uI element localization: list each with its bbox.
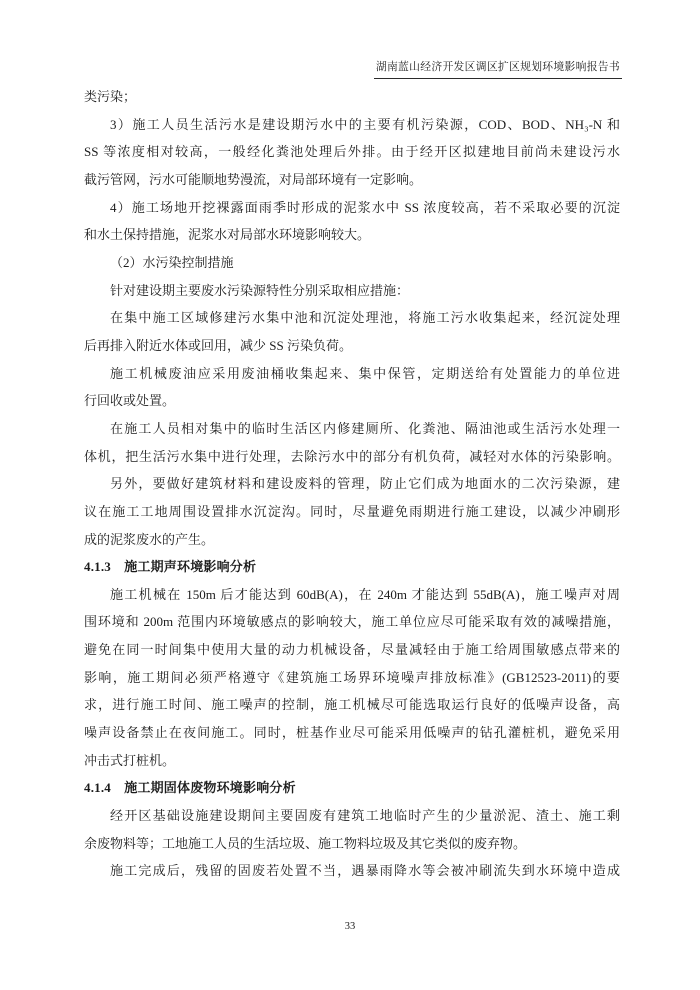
body-line: 冲击式打桩机。 xyxy=(84,752,176,768)
body-line: 和水土保持措施，泥浆水对局部水环境影响较大。 xyxy=(84,227,371,243)
body-line: 截污管网，污水可能顺地势漫流，对局部环境有一定影响。 xyxy=(84,171,423,187)
body-line: 噪声设备禁止在夜间施工。同时，桩基作业尽可能采用低噪声的钻孔灌桩机，避免采用 xyxy=(84,725,620,741)
body-line: 影响，施工期间必须严格遵守《建筑施工场界环境噪声排放标准》(GB12523-2011)的要 xyxy=(84,669,620,685)
document-body xyxy=(84,83,620,885)
page-header xyxy=(0,57,622,79)
body-line: 在施工人员相对集中的临时生活区内修建厕所、化粪池、隔油池或生活污水处理一 xyxy=(110,420,620,436)
body-line: 后再排入附近水体或回用，减少 SS 污染负荷。 xyxy=(84,337,352,353)
body-line: （2）水污染控制措施 xyxy=(110,254,234,270)
body-line: 施工机械废油应采用废油桶收集起来、集中保管，定期送给有处置能力的单位进 xyxy=(110,365,620,381)
body-line: 求，进行施工时间、施工噪声的控制，施工机械尽可能选取运行良好的低噪声设备，高 xyxy=(84,697,620,713)
body-line: 余废物料等；工地施工人员的生活垃圾、施工物料垃圾及其它类似的废弃物。 xyxy=(84,835,527,851)
body-line: 在集中施工区域修建污水集中池和沉淀处理池，将施工污水收集起来，经沉淀处理 xyxy=(110,310,620,326)
page-header-title: 湖南蓝山经济开发区调区扩区规划环境影响报告书 xyxy=(374,59,622,79)
page-number: 33 xyxy=(344,921,356,932)
body-line: 避免在同一时间集中使用大量的动力机械设备，尽量减轻由于施工给周围敏感点带来的 xyxy=(84,642,620,658)
page-footer xyxy=(0,921,700,932)
section-heading-4-1-4: 4.1.4 施工期固体废物环境影响分析 xyxy=(84,780,296,796)
body-line: 体机，把生活污水集中进行处理，去除污水中的部分有机负荷，减轻对水体的污染影响。 xyxy=(84,448,620,464)
section-heading-4-1-3: 4.1.3 施工期声环境影响分析 xyxy=(84,559,257,575)
body-line: SS 等浓度相对较高，一般经化粪池处理后外排。由于经开区拟建地目前尚未建设污水 xyxy=(84,144,620,160)
body-line: 3）施工人员生活污水是建设期污水中的主要有机污染源，COD、BOD、NH₃-N 和 xyxy=(110,116,620,132)
body-line: 另外，要做好建筑材料和建设废料的管理，防止它们成为地面水的二次污染源，建 xyxy=(110,476,620,492)
body-line: 施工完成后，残留的固废若处置不当，遇暴雨降水等会被冲刷流失到水环境中造成 xyxy=(110,863,620,879)
body-line: 围环境和 200m 范围内环境敏感点的影响较大，施工单位应尽可能采取有效的减噪措施， xyxy=(84,614,620,630)
body-line: 施工机械在 150m 后才能达到 60dB(A)，在 240m 才能达到 55dB(A)，施工噪声对周 xyxy=(110,586,620,602)
body-line: 成的泥浆废水的产生。 xyxy=(84,531,215,547)
body-line: 议在施工工地周围设置排水沉淀沟。同时，尽量避免雨期进行施工建设，以减少冲刷形 xyxy=(84,503,620,519)
body-line: 类污染； xyxy=(84,89,137,104)
body-line: 经开区基础设施建设期间主要固废有建筑工地临时产生的少量淤泥、渣土、施工剩 xyxy=(110,808,620,824)
body-line: 4）施工场地开挖裸露面雨季时形成的泥浆水中 SS 浓度较高，若不采取必要的沉淀 xyxy=(110,199,620,215)
body-line: 行回收或处置。 xyxy=(84,393,176,409)
body-line: 针对建设期主要废水污染源特性分别采取相应措施： xyxy=(110,282,410,298)
